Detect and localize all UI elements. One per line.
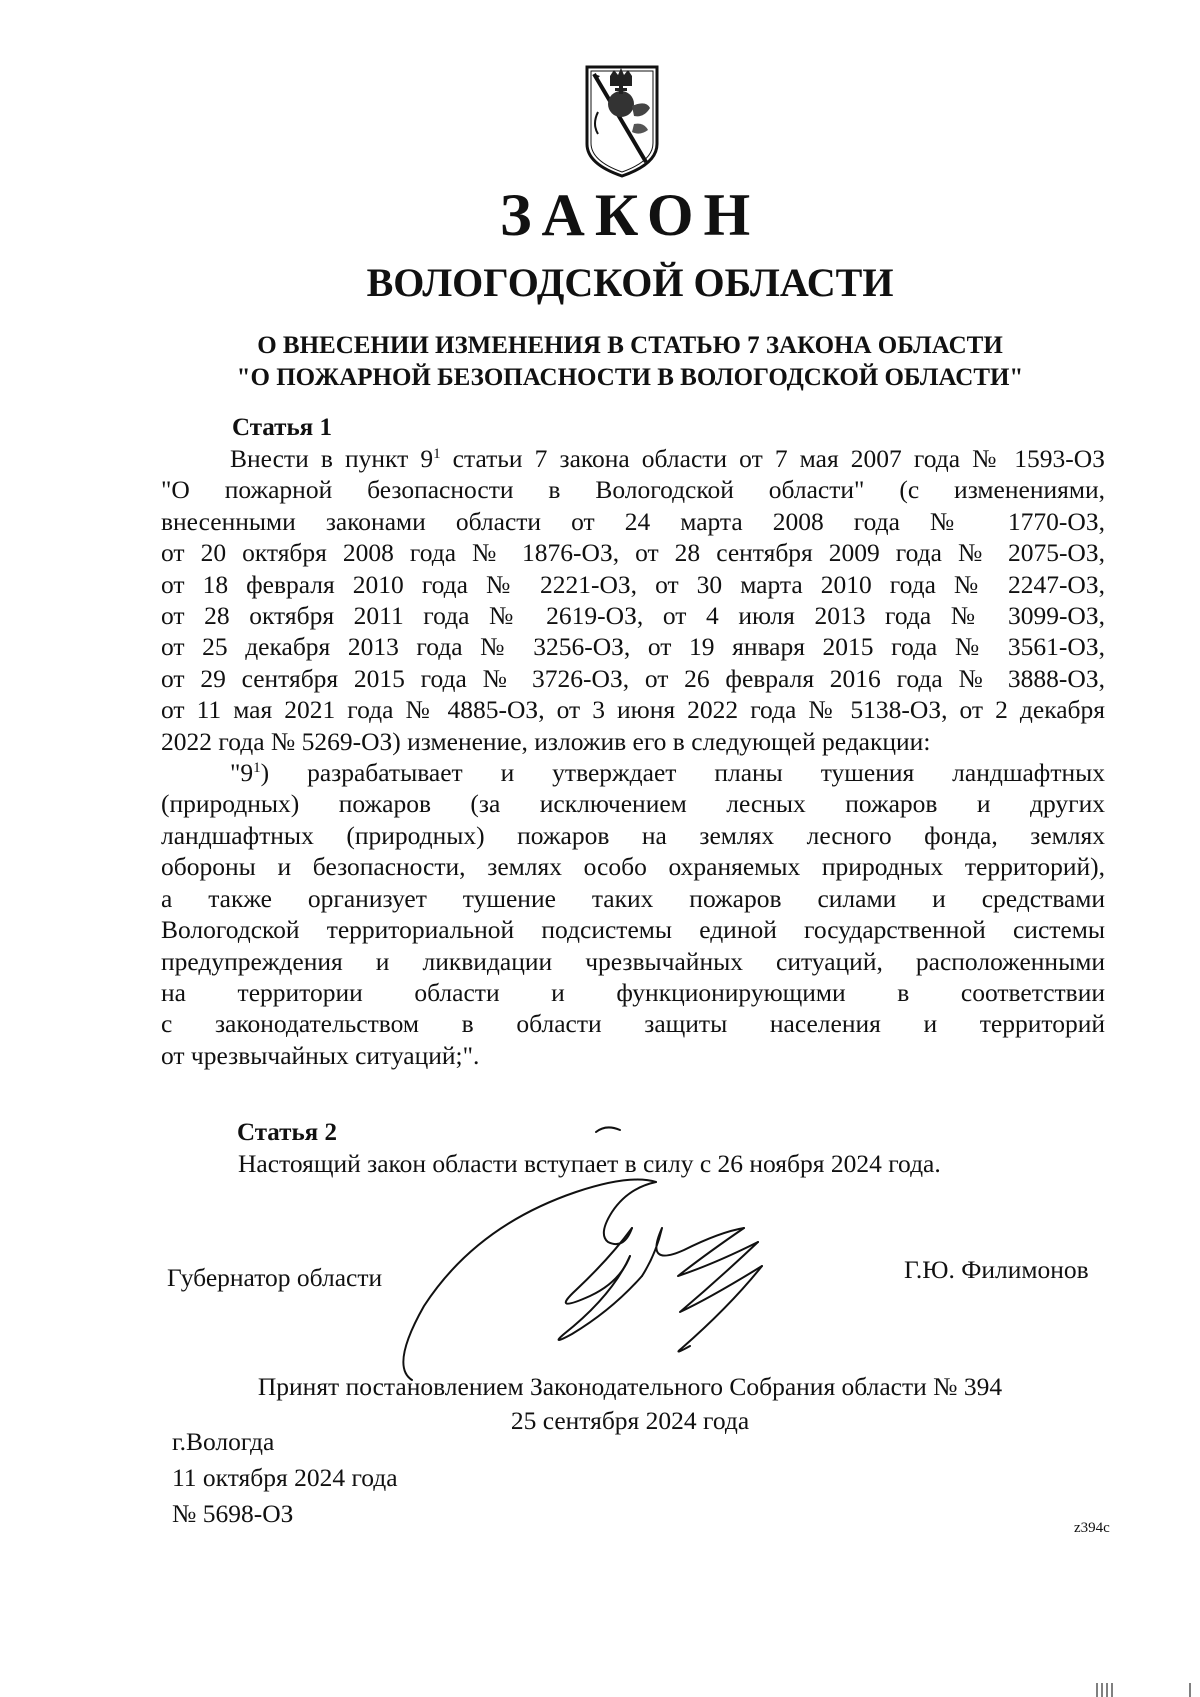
paragraph-line: от 20 октября 2008 года № 1876-ОЗ, от 28 сентября 2009 года № 2075-ОЗ, (161, 538, 1105, 568)
document-subtitle: ВОЛОГОДСКОЙ ОБЛАСТИ (366, 260, 894, 305)
paragraph-line: внесенными законами области от 24 марта 2008 года № 1770-ОЗ, (161, 506, 1105, 536)
article2-heading: Статья 2 (237, 1119, 337, 1146)
paragraph-line: 2022 года № 5269-ОЗ) изменение, изложив его в следующей редакции: (161, 726, 931, 756)
signatory-name: Г.Ю. Филимонов (904, 1255, 1089, 1284)
law-title (0, 330, 1200, 394)
paragraph-line: от 18 февраля 2010 года № 2221-ОЗ, от 30 марта 2010 года № 2247-ОЗ, (161, 569, 1105, 599)
article1-heading: Статья 1 (232, 414, 332, 441)
quote-line: от чрезвычайных ситуаций;". (161, 1040, 480, 1070)
quote-line: на территории области и функционирующими в соответствии (161, 977, 1105, 1007)
signature-icon (380, 1108, 900, 1428)
quote-line: предупреждения и ликвидации чрезвычайных ситуаций, расположенными (161, 946, 1105, 976)
quote-line: "$9^1$) разрабатывает и утверждает планы тушения ландшафтных (230, 758, 1105, 788)
paragraph-line: Внести в пункт $9^1$ статьи 7 закона области от 7 мая 2007 года № 1593-ОЗ (230, 444, 1105, 473)
document-footer (172, 1424, 398, 1532)
paragraph-line: от 29 сентября 2015 года № 3726-ОЗ, от 26 февраля 2016 года № 3888-ОЗ, (161, 663, 1105, 693)
quote-line: а также организует тушение таких пожаров силами и средствами (161, 883, 1105, 913)
signatory-position: Губернатор области (167, 1263, 383, 1292)
paragraph-line: от 28 октября 2011 года № 2619-ОЗ, от 4 июля 2013 года № 3099-ОЗ, (161, 601, 1105, 631)
quote-line: Вологодской территориальной подсистемы единой государственной системы (161, 915, 1105, 945)
quote-line: обороны и безопасности, землях особо охраняемых природных территорий), (161, 852, 1105, 882)
document-code: z394c (1074, 1520, 1110, 1536)
paragraph-line: "О пожарной безопасности в Вологодской области" (с изменениями, (161, 475, 1105, 505)
law-number: № 5698-ОЗ (172, 1499, 294, 1528)
law-title-line: О ВНЕСЕНИИ ИЗМЕНЕНИЯ В СТАТЬЮ 7 ЗАКОНА ОБЛАСТИ (257, 332, 1003, 359)
article1-body (161, 443, 1105, 1071)
adoption-date: 25 сентября 2024 года (510, 1406, 750, 1435)
coat-of-arms-icon (584, 64, 660, 178)
paragraph-line: от 25 декабря 2013 года № 3256-ОЗ, от 19 января 2015 года № 3561-ОЗ, (161, 632, 1105, 662)
signing-date: 11 октября 2024 года (172, 1463, 398, 1492)
article2-text: Настоящий закон области вступает в силу с 26 ноября 2024 года. (238, 1149, 941, 1178)
quote-line: с законодательством в области защиты населения и территорий (161, 1009, 1105, 1039)
quote-line: ландшафтных (природных) пожаров на землях лесного фонда, землях (161, 820, 1105, 850)
city: г.Вологда (172, 1427, 275, 1456)
paragraph-line: от 11 мая 2021 года № 4885-ОЗ, от 3 июня 2022 года № 5138-ОЗ, от 2 декабря (161, 695, 1105, 725)
document-title: ЗАКОН (499, 182, 761, 248)
adoption-line: Принят постановлением Законодательного Собрания области № 394 (257, 1372, 1003, 1401)
law-title-line: "О ПОЖАРНОЙ БЕЗОПАСНОСТИ В ВОЛОГОДСКОЙ ОБЛАСТИ" (236, 364, 1024, 391)
quote-line: (природных) пожаров (за исключением лесных пожаров и других (161, 789, 1105, 819)
